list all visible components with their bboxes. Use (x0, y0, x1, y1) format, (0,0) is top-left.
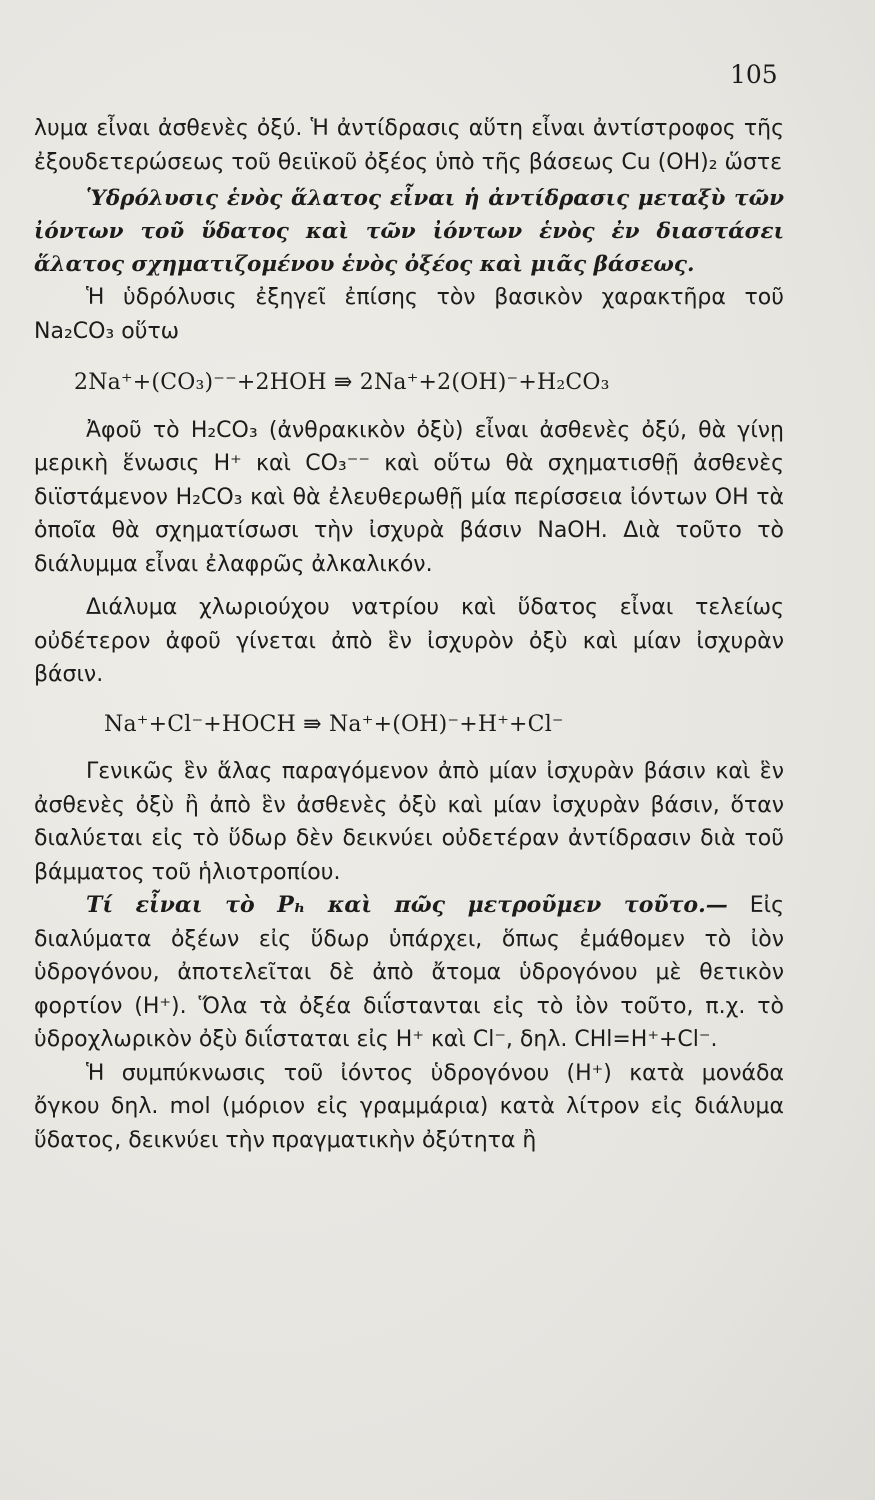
paragraph-5: Διάλυμα χλωριούχου νατρίου καὶ ὕδατος εἶναι τελείως οὐδέτερον ἀφοῦ γίνεται ἀπὸ ἓν ἰσχυρὸν ὀξὺ καὶ μίαν ἰσχυρὰν βάσιν. (34, 595, 784, 687)
equation-1: 2Na⁺+(CO₃)⁻⁻+2HOH ⇛ 2Na⁺+2(OH)⁻+H₂CO₃ (74, 370, 610, 395)
paragraph-7-text: Εἰς διαλύματα ὀξέων εἰς ὕδωρ ὑπάρχει, ὅπως ἐμάθομεν τὸ ἰὸν ὑδρογόνου, ἀποτελεῖται δὲ ἀπὸ ἄτομα ὑδρογόνου μὲ θετικὸν φορτίον (H⁺). Ὅλα τὰ ὀξέα διΐστανται εἰς τὸ ἰὸν τοῦτο, π.χ. τὸ ὑδροχλωρικὸν ὀξὺ διΐσταται εἰς H⁺ καὶ Cl⁻, δηλ. CHl=H⁺+Cl⁻. (34, 893, 785, 1052)
paragraph-6: Γενικῶς ἓν ἅλας παραγόμενον ἀπὸ μίαν ἰσχυρὰν βάσιν καὶ ἓν ἀσθενὲς ὀξὺ ἢ ἀπὸ ἓν ἀσθενὲς ὀξὺ καὶ μίαν ἰσχυρὰν βάσιν, ὅταν διαλύεται εἰς τὸ ὕδωρ δὲν δεικνύει οὐδετέραν ἀντίδρασιν διὰ τοῦ βάμματος τοῦ ἡλιοτροπίου. (34, 759, 784, 885)
section-heading: Τί εἶναι τὸ Pₕ καὶ πῶς μετροῦμεν τοῦτο.— (86, 892, 728, 918)
paragraph-8: Ἡ συμπύκνωσις τοῦ ἰόντος ὑδρογόνου (H⁺) κατὰ μονάδα ὄγκου δηλ. mol (μόριον εἰς γραμμάρια) κατὰ λίτρον εἰς διάλυμα ὕδατος, δεικνύει τὴν πραγματικὴν ὀξύτητα ἢ (34, 1060, 784, 1153)
equation-2: Na⁺+Cl⁻+HOCH ⇛ Na⁺+(OH)⁻+H⁺+Cl⁻ (104, 711, 564, 737)
page-number: 105 (730, 60, 778, 89)
paragraph-1: λυμα εἶναι ἀσθενὲς ὀξύ. Ἡ ἀντίδρασις αὕτη εἶναι ἀντίστροφος τῆς ἐξουδετερώσεως τοῦ θειϊκοῦ ὀξέος ὑπὸ τῆς βάσεως Cu (OH)₂ ὥστε (34, 116, 784, 175)
text-column (34, 112, 784, 1157)
paragraph-7 (34, 889, 784, 1057)
paragraph-4: Ἀφοῦ τὸ H₂CO₃ (ἀνθρακικὸν ὀξὺ) εἶναι ἀσθενὲς ὀξύ, θὰ γίνῃ μερικὴ ἕνωσις H⁺ καὶ CO₃⁻⁻ καὶ οὕτω θὰ σχηματισθῇ ἀσθενὲς διϊστάμενον H₂CO₃ καὶ θὰ ἐλευθερωθῇ μία περίσσεια ἰόντων OH τὰ ὁποῖα θὰ σχηματίσωσι τὴν ἰσχυρὰ βάσιν NaOH. Διὰ τοῦτο τὸ διάλυμμα εἶναι ἐλαφρῶς ἀλκαλικόν. (34, 417, 784, 577)
paragraph-3: Ἡ ὑδρόλυσις ἐξηγεῖ ἐπίσης τὸν βασικὸν χαρακτῆρα τοῦ Na₂CO₃ οὕτω (34, 285, 784, 344)
hydrolysis-definition: Ὑδρόλυσις ἑνὸς ἅλατος εἶναι ἡ ἀντίδρασις μεταξὺ τῶν ἰόντων τοῦ ὕδατος καὶ τῶν ἰόντων ἑνὸς ἐν διαστάσει ἅλατος σχηματιζομένου ἑνὸς ὀξέος καὶ μιᾶς βάσεως. (34, 186, 784, 277)
